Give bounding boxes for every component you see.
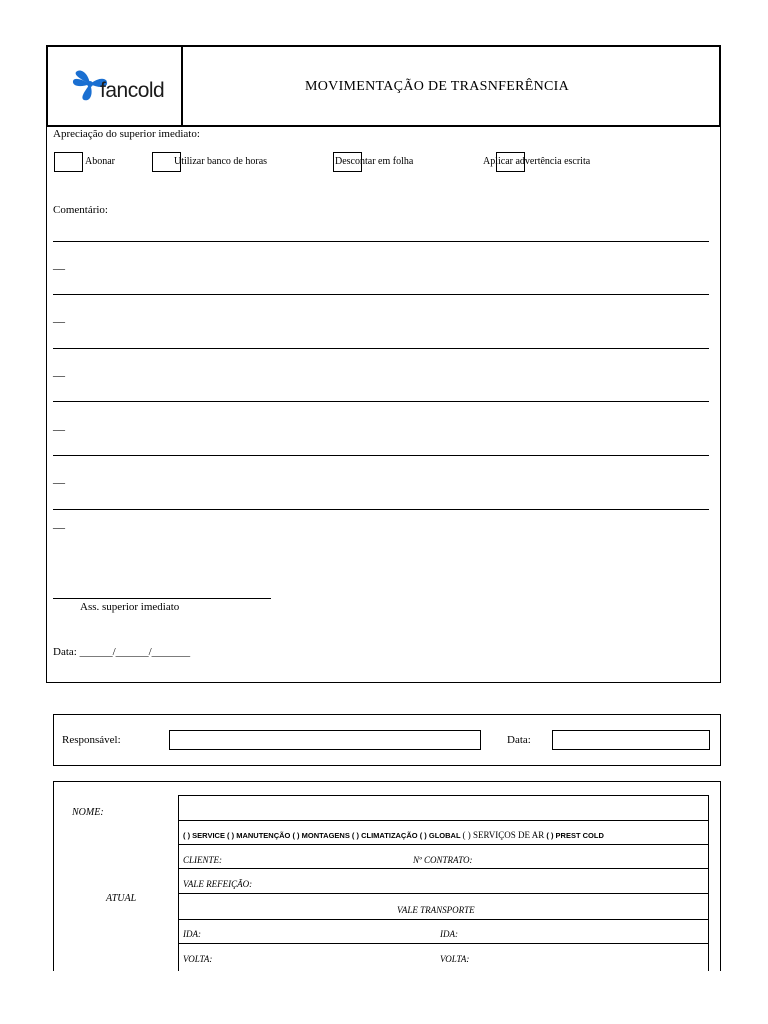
- company-option-montagens[interactable]: ( ) MONTAGENS: [292, 831, 350, 840]
- comment-line[interactable]: [53, 294, 709, 295]
- comment-label: Comentário:: [53, 204, 108, 216]
- header-top-rule: [46, 45, 721, 47]
- top-form-frame: [46, 45, 721, 683]
- header-divider: [46, 125, 721, 127]
- comment-dash: __: [53, 310, 65, 324]
- comment-dash: __: [53, 418, 65, 432]
- abonar-checkbox[interactable]: [54, 152, 83, 172]
- advertencia-label: Aplicar advertência escrita: [483, 156, 591, 167]
- company-option-service[interactable]: ( ) SERVICE: [183, 831, 225, 840]
- details-row-divider: [178, 919, 709, 920]
- company-option-manutencao[interactable]: ( ) MANUTENÇÃO: [227, 831, 291, 840]
- comment-dash: __: [53, 516, 65, 530]
- details-row-divider: [178, 868, 709, 869]
- volta-label: VOLTA:: [183, 954, 213, 964]
- banco-horas-label: Utilizar banco de horas: [174, 156, 268, 167]
- company-option-climatizacao[interactable]: ( ) CLIMATIZAÇÃO: [351, 831, 418, 840]
- details-row-divider: [178, 943, 709, 944]
- company-option-prest-cold[interactable]: ( ) PREST COLD: [546, 831, 604, 840]
- comment-line[interactable]: [53, 401, 709, 402]
- company-option-global[interactable]: ( ) GLOBAL: [419, 831, 461, 840]
- header-logo-divider: [181, 45, 183, 126]
- comment-dash: __: [53, 257, 65, 271]
- header-right-rule: [719, 45, 721, 126]
- details-row-divider: [178, 820, 709, 821]
- responsible-date-label: Data:: [507, 734, 531, 746]
- header-left-rule: [46, 45, 48, 126]
- responsible-input[interactable]: [169, 730, 481, 750]
- appraisal-label: Apreciação do superior imediato:: [53, 128, 200, 140]
- company-option-servicos-ar[interactable]: ( ) SERVIÇOS DE AR: [462, 830, 545, 840]
- comment-dash: __: [53, 471, 65, 485]
- logo-text: fancold: [100, 79, 165, 102]
- date-field[interactable]: Data: ______/______/_______: [53, 646, 191, 658]
- vale-refeicao-label: VALE REFEIÇÃO:: [183, 879, 253, 889]
- ida-label: IDA:: [183, 929, 201, 939]
- signature-line[interactable]: [53, 598, 271, 599]
- volta-label-2: VOLTA:: [440, 954, 470, 964]
- descontar-label: Descontar em folha: [335, 156, 414, 167]
- contrato-label: Nº CONTRATO:: [413, 855, 473, 865]
- details-inner-frame: [178, 795, 709, 971]
- company-options: [183, 831, 604, 840]
- details-row-divider: [178, 844, 709, 845]
- nome-label: NOME:: [72, 807, 104, 818]
- atual-label: ATUAL: [106, 893, 137, 904]
- comment-line[interactable]: [53, 509, 709, 510]
- comment-dash: __: [53, 364, 65, 378]
- vale-transporte-label: VALE TRANSPORTE: [397, 905, 475, 915]
- details-row-divider: [178, 893, 709, 894]
- responsible-label: Responsável:: [62, 734, 121, 746]
- comment-line[interactable]: [53, 241, 709, 242]
- cliente-label: CLIENTE:: [183, 855, 223, 865]
- form-title: MOVIMENTAÇÃO DE TRASNFERÊNCIA: [305, 79, 569, 94]
- signature-label: Ass. superior imediato: [80, 601, 180, 613]
- ida-label-2: IDA:: [440, 929, 458, 939]
- comment-line[interactable]: [53, 455, 709, 456]
- comment-line[interactable]: [53, 348, 709, 349]
- responsible-date-input[interactable]: [552, 730, 710, 750]
- abonar-label: Abonar: [85, 156, 115, 167]
- company-logo: [70, 66, 180, 108]
